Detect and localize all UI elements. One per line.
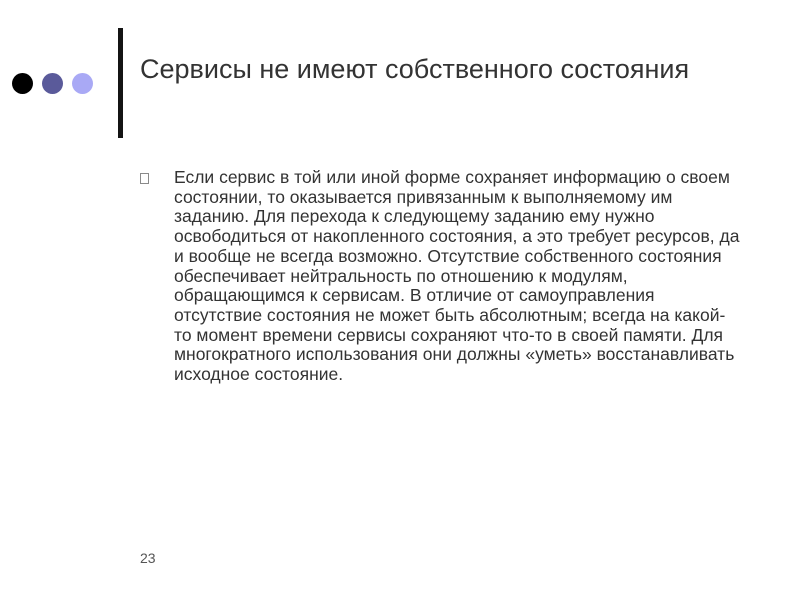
decorative-dots (12, 72, 93, 94)
slide-title: Сервисы не имеют собственного состояния (140, 54, 690, 84)
bullet-text: Если сервис в той или иной форме сохраняет информацию о своем состоянии, то оказывается привязанным к выполняемому им заданию. Для перехода к следующему заданию ему нужно освободиться от накопленного состояния, а это требует ресурсов, да и вообще не всегда возможно. Отсутствие собственного состояния обеспечивает нейтральность по отношению к модулям, обращающимся к сервисам. В отличие от самоуправления отсутствие состояния не может быть абсолютным; всегда на какой-то момент времени сервисы сохраняют что-то в своей памяти. Для многократного использования они должны «уметь» восстанавливать исходное состояние. (174, 167, 740, 385)
dot-icon-1 (12, 73, 33, 94)
dot-icon-3 (72, 73, 93, 94)
dot-icon-2 (42, 73, 63, 94)
page-number: 23 (140, 550, 156, 566)
square-bullet-icon (140, 173, 149, 184)
bullet-item (140, 168, 740, 385)
bullet-list (140, 168, 740, 385)
vertical-divider (118, 28, 123, 138)
